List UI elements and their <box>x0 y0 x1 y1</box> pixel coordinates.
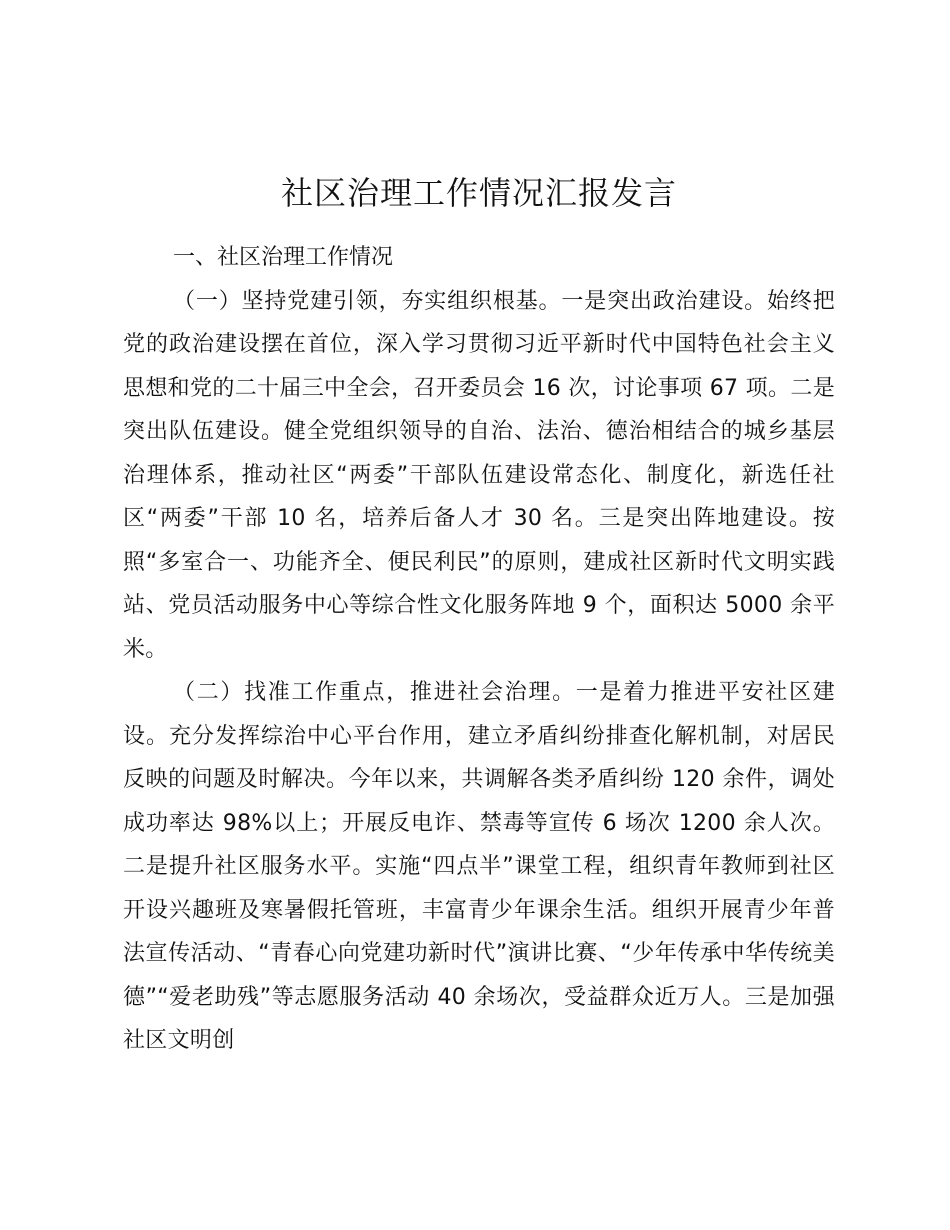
paragraph-social-governance: （二）找准工作重点，推进社会治理。一是着力推进平安社区建设。充分发挥综治中心平台作用，建立矛盾纠纷排查化解机制，对居民反映的问题及时解决。今年以来，共调解各类矛盾纠纷 120 余件，调处成功率达 98%以上；开展反电诈、禁毒等宣传 6 场次 1200 余人次。二是提升社区服务水平。实施“四点半”课堂工程，组织青年教师到社区开设兴趣班及寒暑假托管班，丰富青少年课余生活。组织开展青少年普法宣传活动、“青春心向党建功新时代”演讲比赛、“少年传承中华传统美德”“爱老助残”等志愿服务活动 40 余场次，受益群众近万人。三是加强社区文明创 <box>123 680 835 1053</box>
document-title: 社区治理工作情况汇报发言 <box>280 174 677 212</box>
section-heading: 一、社区治理工作情况 <box>173 245 394 270</box>
paragraph-party-building: （一）坚持党建引领，夯实组织根基。一是突出政治建设。始终把党的政治建设摆在首位，深入学习贯彻习近平新时代中国特色社会主义思想和党的二十届三中全会，召开委员会 16 次，讨论事项 67 项。二是突出队伍建设。健全党组织领导的自治、法治、德治相结合的城乡基层治理体系，推动社区“两委”干部队伍建设常态化、制度化，新选任社区“两委”干部 10 名，培养后备人才 30 名。三是突出阵地建设。按照“多室合一、功能齐全、便民利民”的原则，建成社区新时代文明实践站、党员活动服务中心等综合性文化服务阵地 9 个，面积达 5000 余平米。 <box>123 288 835 662</box>
document-page <box>123 168 835 1063</box>
